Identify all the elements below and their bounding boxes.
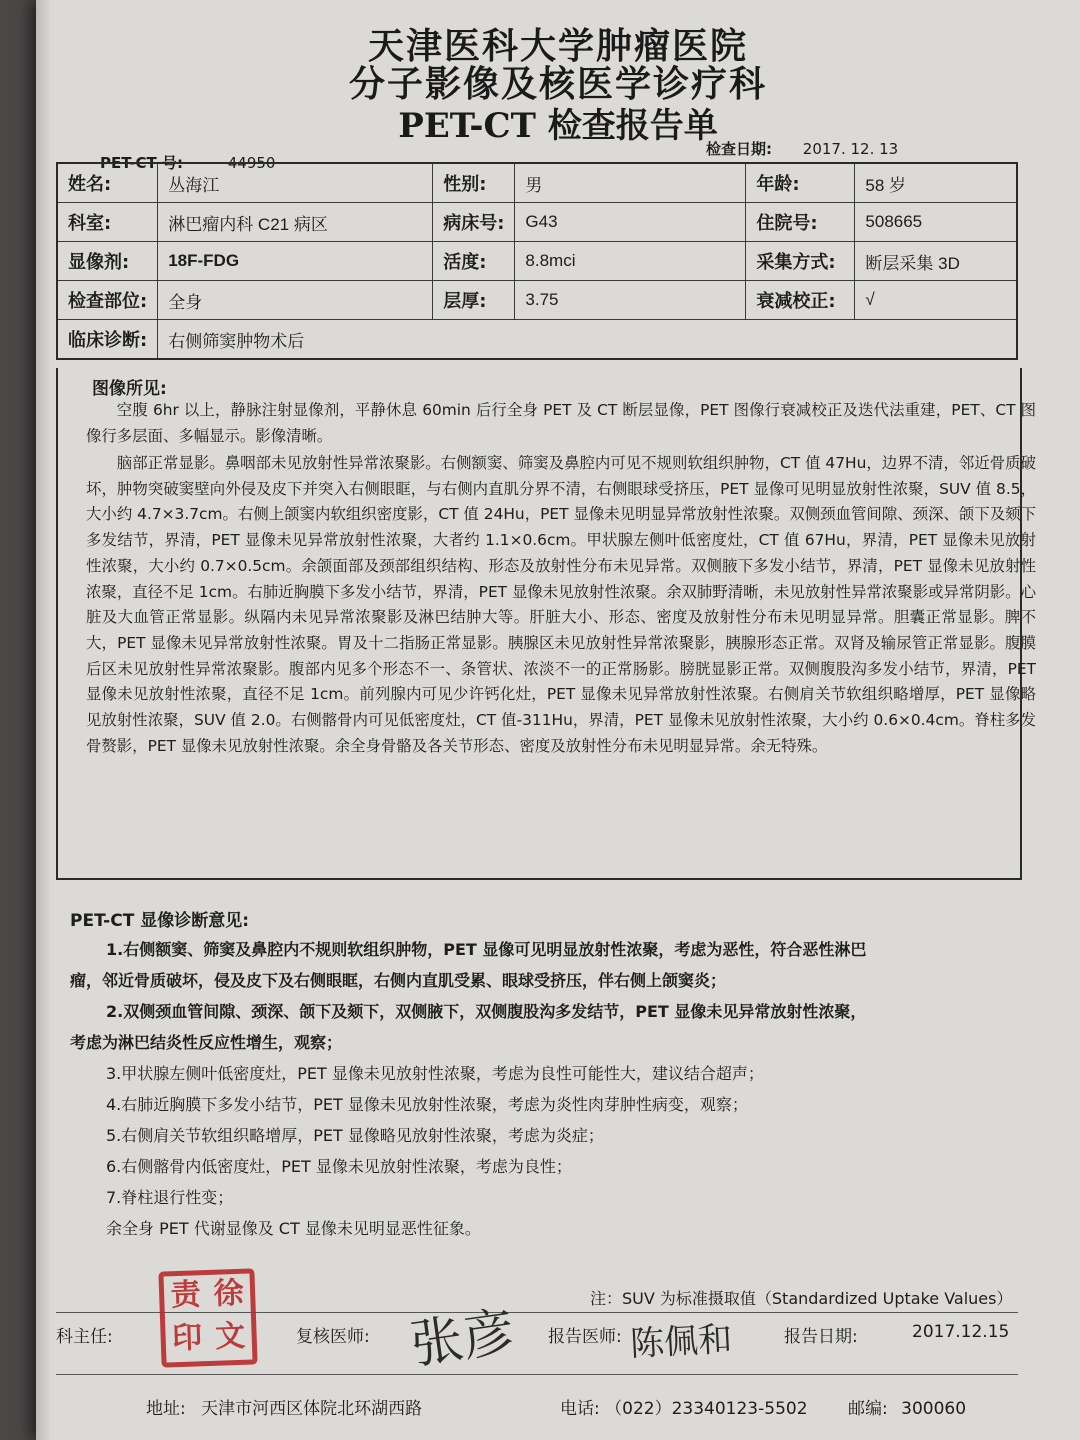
conclusion-item-8: 余全身 PET 代谢显像及 CT 显像未见明显恶性征象。 xyxy=(106,1219,481,1238)
agent-label: 显像剂: xyxy=(57,242,158,281)
patient-info-table xyxy=(56,162,1018,360)
report-date: 2017.12.15 xyxy=(912,1322,1010,1342)
clinical-diagnosis: 右侧筛窦肿物术后 xyxy=(158,320,1017,360)
suv-note: 注：SUV 为标准摄取值（Standardized Uptake Values） xyxy=(590,1289,1013,1308)
report-title: PET-CT 检查报告单 xyxy=(398,106,718,146)
footer-postcode: 邮编: 300060 xyxy=(848,1399,967,1419)
patient-sex: 男 xyxy=(515,163,746,203)
activity-value: 8.8mci xyxy=(515,242,746,281)
footer-address: 地址: 天津市河西区体院北环湖西路 xyxy=(146,1399,423,1419)
acq-label: 采集方式: xyxy=(746,242,855,281)
conclusion-item-5: 5.右侧肩关节软组织略增厚，PET 显像略见放射性浓聚，考虑为炎症； xyxy=(106,1126,604,1145)
name-label: 姓名: xyxy=(57,163,158,203)
report-date-label: 报告日期: xyxy=(784,1327,858,1347)
patient-dept: 淋巴瘤内科 C21 病区 xyxy=(158,203,433,242)
clinical-label: 临床诊断: xyxy=(57,320,158,360)
seal-char: 印 xyxy=(171,1320,203,1357)
age-label: 年龄: xyxy=(746,163,855,203)
signature-divider-bottom xyxy=(56,1374,1018,1375)
activity-label: 活度: xyxy=(433,242,515,281)
footer-phone: 电话: （022）23340123-5502 xyxy=(560,1399,808,1419)
conclusion-item-3: 3.甲状腺左侧叶低密度灶，PET 显像未见放射性浓聚，考虑为良性可能性大，建议结合超声； xyxy=(106,1064,764,1083)
acq-method: 断层采集 3D xyxy=(855,242,1017,281)
site-label: 检查部位: xyxy=(57,281,158,320)
conclusion-list xyxy=(70,934,1070,1244)
exam-site: 全身 xyxy=(158,281,433,320)
bed-label: 病床号: xyxy=(433,203,515,242)
conclusion-item-2: 2.双侧颈血管间隙、颈深、颌下及颏下，双侧腋下，双侧腹股沟多发结节，PET 显像未见异常放射性浓聚， xyxy=(106,1002,867,1021)
reporter-signature: 陈佩和 xyxy=(629,1319,734,1365)
conclusion-item-1: 1.右侧额窦、筛窦及鼻腔内不规则软组织肿物，PET 显像可见明显放射性浓聚，考虑为恶性，符合恶性淋巴 xyxy=(106,940,867,959)
patient-age: 58 岁 xyxy=(855,163,1017,203)
conclusion-item-1-cont: 瘤，邻近骨质破坏，侵及皮下及右侧眼眶，右侧内直肌受累、眼球受挤压，伴右侧上颌窦炎； xyxy=(70,971,727,990)
conclusion-item-2-cont: 考虑为淋巴结炎性反应性增生，观察； xyxy=(70,1033,343,1052)
bed-number: G43 xyxy=(515,203,746,242)
admission-number: 508665 xyxy=(855,203,1017,242)
dept-label: 科室: xyxy=(57,203,158,242)
findings-paragraph-2: 脑部正常显影。鼻咽部未见放射性异常浓聚影。右侧额窦、筛窦及鼻腔内可见不规则软组织肿物，CT 值 47Hu，边界不清，邻近骨质破坏，肿物突破窦壁向外侵及皮下并突入右侧眼眶，与右侧内直肌分界不清，右侧眼球受挤压，PET 显像可见明显放射性浓聚，SUV 值 8.5，大小约 4.7×3.7cm。右侧上颌窦内软组织密度影，CT 值 24Hu，PET 显像未见明显异常放射性浓聚。双侧颈血管间隙、颈深、颌下及颏下多发结节，界清，PET 显像未见异常放射性浓聚，大者约 1.1×0.6cm。甲状腺左侧叶低密度灶，CT 值 67Hu，界清，PET 显像未见放射性浓聚，大小约 0.7×0.5cm。余颌面部及颈部组织结构、形态及放射性分布未见异常。双侧腋下多发小结节，界清，PET 显像未见放射性浓聚，直径不足 1cm。右肺近胸膜下多发小结节，界清，PET 显像未见放射性浓聚。余双肺野清晰，未见放射性异常浓聚影或异常阴影。心脏及大血管正常显影。纵隔内未见异常浓聚影及淋巴结肿大等。肝脏大小、形态、密度及放射性分布未见明显异常。胆囊正常显影。脾不大，PET 显像未见异常放射性浓聚。胃及十二指肠正常显影。胰腺区未见放射性异常浓聚影，胰腺形态正常。双肾及输尿管正常显影。腹膜后区未见放射性异常浓聚影。腹部内见多个形态不一、条管状、浓淡不一的正常肠影。膀胱显影正常。双侧腹股沟多发小结节，界清，PET 显像未见放射性浓聚，直径不足 1cm。前列腺内可见少许钙化灶，PET 显像未见异常放射性浓聚。右侧肩关节软组织略增厚，PET 显像略见放射性浓聚，SUV 值 2.0。右侧髂骨内可见低密度灶，CT 值-311Hu，界清，PET 显像未见放射性浓聚，大小约 0.6×0.4cm。脊柱多发骨赘影，PET 显像未见放射性浓聚。余全身骨骼及各关节形态、密度及放射性分布未见明显异常。余无特殊。 xyxy=(86,454,1036,755)
conclusion-item-7: 7.脊柱退行性变； xyxy=(106,1188,234,1207)
atten-label: 衰减校正: xyxy=(746,281,855,320)
seal-char: 文 xyxy=(214,1318,246,1355)
conclusion-item-6: 6.右侧髂骨内低密度灶，PET 显像未见放射性浓聚，考虑为良性； xyxy=(106,1157,572,1176)
patient-name: 丛海江 xyxy=(158,163,433,203)
slice-thickness: 3.75 xyxy=(515,281,746,320)
exam-date: 检查日期: 2017. 12. 13 xyxy=(706,140,899,158)
paper-fold xyxy=(36,0,50,1440)
reviewer-signature: 张彦 xyxy=(407,1302,519,1376)
seal-char: 责 xyxy=(170,1277,202,1314)
department-name: 分子影像及核医学诊疗科 xyxy=(348,63,767,105)
seal-char: 徐 xyxy=(213,1275,245,1312)
department-seal xyxy=(158,1268,257,1367)
atten-check: √ xyxy=(855,281,1017,320)
petct-number: PET-CT 号: 44950 xyxy=(100,154,276,172)
director-label: 科主任: xyxy=(56,1327,113,1347)
slice-label: 层厚: xyxy=(433,281,515,320)
findings-title: 图像所见: xyxy=(92,379,167,399)
findings-paragraph-1: 空腹 6hr 以上，静脉注射显像剂，平静休息 60min 后行全身 PET 及 CT 断层显像，PET 图像行衰减校正及迭代法重建，PET、CT 图像行多层面、多幅显示。影像清晰。 xyxy=(86,401,1036,445)
admission-label: 住院号: xyxy=(746,203,855,242)
reporter-label: 报告医师: xyxy=(548,1327,622,1347)
reviewer-label: 复核医师: xyxy=(296,1327,370,1347)
conclusion-item-4: 4.右肺近胸膜下多发小结节，PET 显像未见放射性浓聚，考虑为炎性肉芽肿性病变，观察； xyxy=(106,1095,748,1114)
imaging-agent: 18F-FDG xyxy=(158,242,433,281)
hospital-name: 天津医科大学肿瘤医院 xyxy=(367,25,748,67)
sex-label: 性别: xyxy=(433,163,515,203)
conclusion-title: PET-CT 显像诊断意见: xyxy=(70,911,250,931)
